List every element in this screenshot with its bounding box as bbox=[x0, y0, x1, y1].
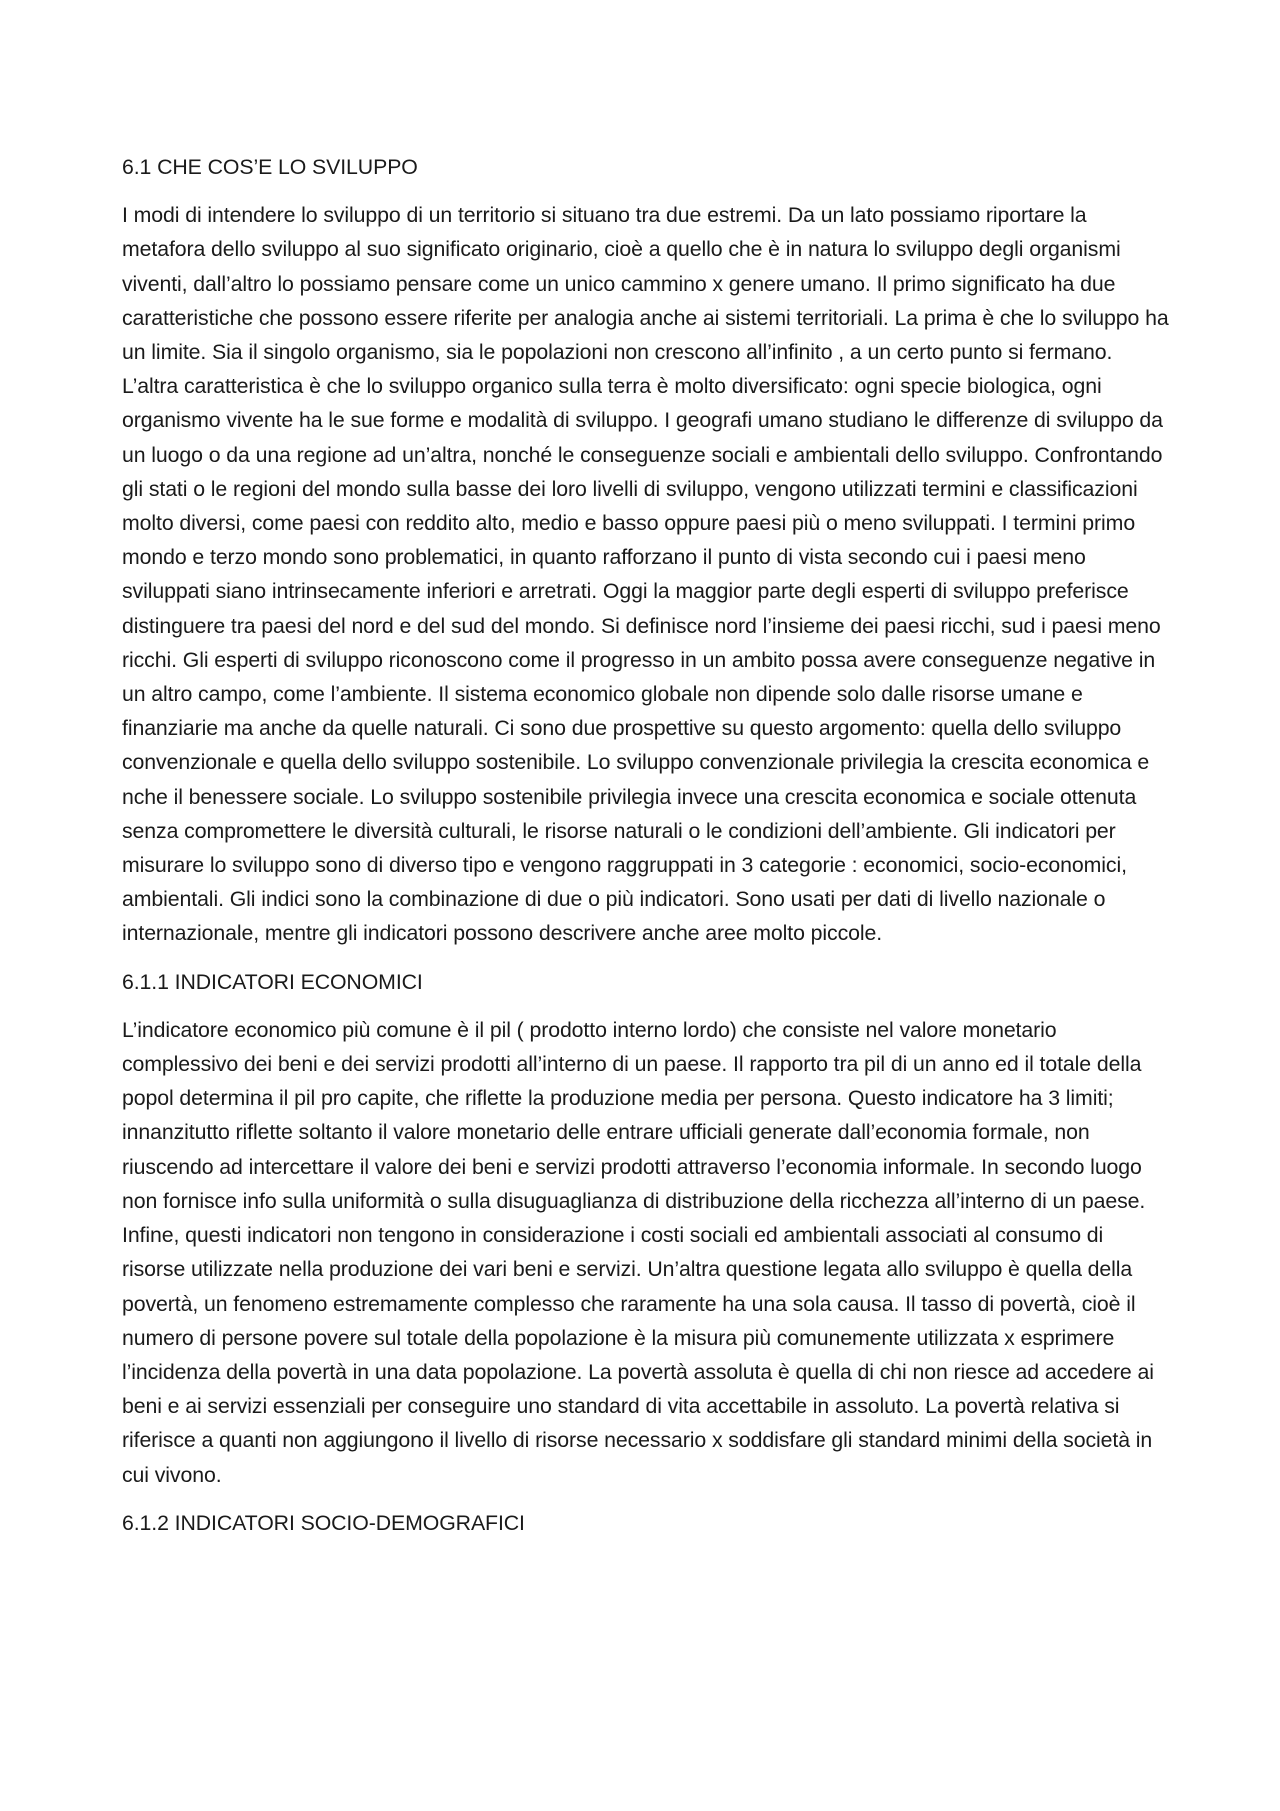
document-page bbox=[122, 150, 1172, 1554]
subsection-heading: 6.1.2 INDICATORI SOCIO-DEMOGRAFICI bbox=[122, 1510, 525, 1535]
section-heading: 6.1 CHE COS’E LO SVILUPPO bbox=[122, 155, 418, 179]
subsection-heading: 6.1.1 INDICATORI ECONOMICI bbox=[122, 969, 423, 994]
section-paragraph: I modi di intendere lo sviluppo di un territorio si situano tra due estremi. Da un lato possiamo riportare la metafora dello sviluppo al suo significato originario, cioè a quello che è in natura lo sviluppo degli organismi viventi, dall’altro lo possiamo pensare come un unico cammino x genere umano. Il primo significato ha due caratteristiche che possono essere riferite per analogia anche ai sistemi territoriali. La prima è che lo sviluppo ha un limite. Sia il singolo organismo, sia le popolazioni non crescono all’infinito , a un certo punto si fermano. L’altra caratteristica è che lo sviluppo organico sulla terra è molto diversificato: ogni specie biologica, ogni organismo vivente ha le sue forme e modalità di sviluppo. I geografi umano studiano le differenze di sviluppo da un luogo o da una regione ad un’altra, nonché le conseguenze sociali e ambientali dello sviluppo. Confrontando gli stati o le regioni del mondo sulla basse dei loro livelli di sviluppo, vengono utilizzati termini e classificazioni molto diversi, come paesi con reddito alto, medio e basso oppure paesi più o meno sviluppati. I termini primo mondo e terzo mondo sono problematici, in quanto rafforzano il punto di vista secondo cui i paesi meno sviluppati siano intrinsecamente inferiori e arretrati. Oggi la maggior parte degli esperti di sviluppo preferisce distinguere tra paesi del nord e del sud del mondo. Si definisce nord l’insieme dei paesi ricchi, sud i paesi meno ricchi. Gli esperti di sviluppo riconoscono come il progresso in un ambito possa avere conseguenze negative in un altro campo, come l’ambiente. Il sistema economico globale non dipende solo dalle risorse umane e finanziarie ma anche da quelle naturali. Ci sono due prospettive su questo argomento: quella dello sviluppo convenzionale e quella dello sviluppo sostenibile. Lo sviluppo convenzionale privilegia la crescita economica e nche il benessere sociale. Lo sviluppo sostenibile privilegia invece una crescita economica e sociale ottenuta senza compromettere le diversità culturali, le risorse naturali o le condizioni dell’ambiente. Gli indicatori per misurare lo sviluppo sono di diverso tipo e vengono raggruppati in 3 categorie : economici, socio-economici, ambientali. Gli indici sono la combinazione di due o più indicatori. Sono usati per dati di livello nazionale o internazionale, mentre gli indicatori possono descrivere anche aree molto piccole. bbox=[122, 203, 1169, 946]
section-paragraph: L’indicatore economico più comune è il pil ( prodotto interno lordo) che consiste nel valore monetario complessivo dei beni e dei servizi prodotti all’interno di un paese. Il rapporto tra pil di un anno ed il totale della popol determina il pil pro capite, che riflette la produzione media per persona. Questo indicatore ha 3 limiti; innanzitutto riflette soltanto il valore monetario delle entrare ufficiali generate dall’economia formale, non riuscendo ad intercettare il valore dei beni e servizi prodotti attraverso l’economia informale. In secondo luogo non fornisce info sulla uniformità o sulla disuguaglianza di distribuzione della ricchezza all’interno di un paese. Infine, questi indicatori non tengono in considerazione i costi sociali ed ambientali associati al consumo di risorse utilizzate nella produzione dei vari beni e servizi. Un’altra questione legata allo sviluppo è quella della povertà, un fenomeno estremamente complesso che raramente ha una sola causa. Il tasso di povertà, cioè il numero di persone povere sul totale della popolazione è la misura più comunemente utilizzata x esprimere l’incidenza della povertà in una data popolazione. La povertà assoluta è quella di chi non riesce ad accedere ai beni e ai servizi essenziali per conseguire uno standard di vita accettabile in assoluto. La povertà relativa si riferisce a quanti non aggiungono il livello di risorse necessario x soddisfare gli standard minimi della società in cui vivono. bbox=[122, 1017, 1154, 1487]
